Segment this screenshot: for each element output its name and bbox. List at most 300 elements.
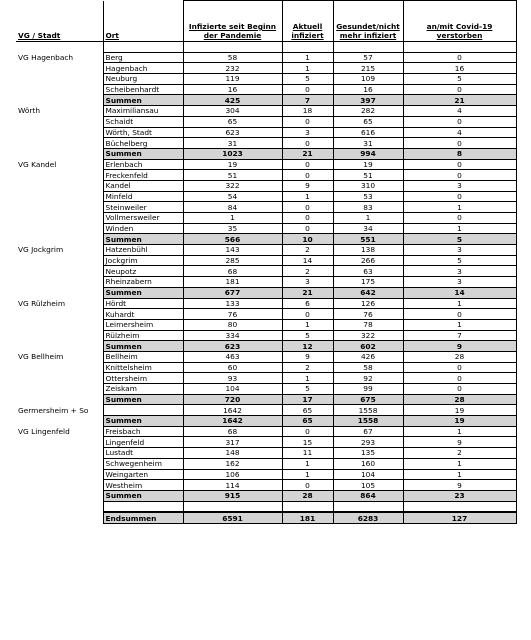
vg-cell: Germersheim + So bbox=[16, 405, 103, 416]
table-row bbox=[16, 84, 516, 95]
sum-label-cell: Summen bbox=[103, 490, 183, 501]
sum-active-cell: 10 bbox=[282, 234, 333, 245]
infected-cell: 133 bbox=[183, 298, 282, 309]
recovered-cell: 76 bbox=[333, 309, 403, 320]
sum-deaths-cell: 28 bbox=[403, 394, 516, 405]
table-row bbox=[16, 458, 516, 469]
ort-cell: Leimersheim bbox=[103, 319, 183, 330]
infected-cell: 84 bbox=[183, 202, 282, 213]
table-row bbox=[16, 437, 516, 448]
header-active: Aktuell infiziert bbox=[282, 1, 333, 42]
deaths-cell bbox=[403, 501, 516, 512]
deaths-cell: 9 bbox=[403, 480, 516, 491]
infected-cell: 1642 bbox=[183, 405, 282, 416]
sum-recovered-cell: 675 bbox=[333, 394, 403, 405]
ort-cell: Kandel bbox=[103, 180, 183, 191]
infected-cell: 19 bbox=[183, 159, 282, 170]
deaths-cell: 16 bbox=[403, 63, 516, 74]
sum-row bbox=[16, 148, 516, 159]
deaths-cell: 1 bbox=[403, 426, 516, 437]
deaths-cell: 1 bbox=[403, 469, 516, 480]
vg-cell bbox=[16, 148, 103, 159]
deaths-cell: 0 bbox=[403, 116, 516, 127]
table-row bbox=[16, 138, 516, 149]
sum-row bbox=[16, 234, 516, 245]
vg-cell bbox=[16, 170, 103, 181]
vg-cell: Wörth bbox=[16, 106, 103, 117]
sum-row bbox=[16, 287, 516, 298]
table-row bbox=[16, 298, 516, 309]
deaths-cell: 9 bbox=[403, 437, 516, 448]
recovered-cell: 57 bbox=[333, 52, 403, 63]
vg-cell bbox=[16, 63, 103, 74]
vg-cell bbox=[16, 437, 103, 448]
table-row bbox=[16, 351, 516, 362]
sum-infected-cell: 1642 bbox=[183, 416, 282, 427]
ort-cell: Bellheim bbox=[103, 351, 183, 362]
table-row bbox=[16, 127, 516, 138]
ort-cell: Büchelberg bbox=[103, 138, 183, 149]
vg-cell bbox=[16, 223, 103, 234]
table-row bbox=[16, 469, 516, 480]
active-cell: 2 bbox=[282, 266, 333, 277]
infected-cell: 143 bbox=[183, 245, 282, 256]
active-cell: 1 bbox=[282, 469, 333, 480]
deaths-cell: 0 bbox=[403, 159, 516, 170]
sum-infected-cell: 623 bbox=[183, 341, 282, 352]
vg-cell bbox=[16, 362, 103, 373]
header-recovered: Gesundet/nicht mehr infiziert bbox=[333, 1, 403, 42]
recovered-cell bbox=[333, 42, 403, 53]
sum-recovered-cell: 602 bbox=[333, 341, 403, 352]
recovered-cell: 1 bbox=[333, 213, 403, 224]
sum-recovered-cell: 864 bbox=[333, 490, 403, 501]
vg-cell bbox=[16, 84, 103, 95]
vg-cell bbox=[16, 384, 103, 395]
ort-cell: Hatzenbühl bbox=[103, 245, 183, 256]
infected-cell: 54 bbox=[183, 191, 282, 202]
table-row bbox=[16, 448, 516, 459]
table-row bbox=[16, 384, 516, 395]
active-cell: 9 bbox=[282, 351, 333, 362]
table-row bbox=[16, 245, 516, 256]
vg-cell bbox=[16, 330, 103, 341]
ort-cell bbox=[103, 42, 183, 53]
deaths-cell: 0 bbox=[403, 213, 516, 224]
vg-cell: VG Rülzheim bbox=[16, 298, 103, 309]
deaths-cell: 1 bbox=[403, 458, 516, 469]
sum-label-cell: Summen bbox=[103, 148, 183, 159]
infected-cell: 334 bbox=[183, 330, 282, 341]
infected-cell: 114 bbox=[183, 480, 282, 491]
active-cell: 6 bbox=[282, 298, 333, 309]
active-cell bbox=[282, 42, 333, 53]
recovered-cell: 160 bbox=[333, 458, 403, 469]
sum-deaths-cell: 8 bbox=[403, 148, 516, 159]
sum-row bbox=[16, 394, 516, 405]
sum-active-cell: 12 bbox=[282, 341, 333, 352]
sum-infected-cell: 720 bbox=[183, 394, 282, 405]
infected-cell: 68 bbox=[183, 426, 282, 437]
deaths-cell: 0 bbox=[403, 138, 516, 149]
vg-cell bbox=[16, 213, 103, 224]
vg-cell bbox=[16, 490, 103, 501]
recovered-cell: 51 bbox=[333, 170, 403, 181]
recovered-cell: 126 bbox=[333, 298, 403, 309]
infected-cell: 76 bbox=[183, 309, 282, 320]
recovered-cell: 215 bbox=[333, 63, 403, 74]
deaths-cell: 3 bbox=[403, 266, 516, 277]
final-infected-cell: 6591 bbox=[183, 512, 282, 523]
recovered-cell: 616 bbox=[333, 127, 403, 138]
vg-cell bbox=[16, 42, 103, 53]
vg-cell bbox=[16, 266, 103, 277]
vg-cell: VG Lingenfeld bbox=[16, 426, 103, 437]
final-active-cell: 181 bbox=[282, 512, 333, 523]
table-row bbox=[16, 170, 516, 181]
infected-cell: 181 bbox=[183, 277, 282, 288]
vg-cell bbox=[16, 416, 103, 427]
header-ort: Ort bbox=[103, 1, 183, 42]
active-cell: 5 bbox=[282, 74, 333, 85]
deaths-cell: 28 bbox=[403, 351, 516, 362]
ort-cell: Winden bbox=[103, 223, 183, 234]
deaths-cell: 5 bbox=[403, 74, 516, 85]
vg-cell bbox=[16, 319, 103, 330]
header-infected: Infizierte seit Beginn der Pandemie bbox=[183, 1, 282, 42]
vg-cell: VG Bellheim bbox=[16, 351, 103, 362]
table-row bbox=[16, 330, 516, 341]
sum-recovered-cell: 994 bbox=[333, 148, 403, 159]
recovered-cell: 92 bbox=[333, 373, 403, 384]
infected-cell: 232 bbox=[183, 63, 282, 74]
table-row bbox=[16, 373, 516, 384]
active-cell: 15 bbox=[282, 437, 333, 448]
table-row bbox=[16, 266, 516, 277]
deaths-cell: 4 bbox=[403, 106, 516, 117]
sum-label-cell: Summen bbox=[103, 95, 183, 106]
recovered-cell: 16 bbox=[333, 84, 403, 95]
table-row bbox=[16, 362, 516, 373]
recovered-cell: 67 bbox=[333, 426, 403, 437]
deaths-cell: 1 bbox=[403, 223, 516, 234]
sum-recovered-cell: 397 bbox=[333, 95, 403, 106]
sum-deaths-cell: 23 bbox=[403, 490, 516, 501]
table-row bbox=[16, 159, 516, 170]
vg-cell bbox=[16, 373, 103, 384]
vg-cell bbox=[16, 287, 103, 298]
table-row bbox=[16, 63, 516, 74]
sum-active-cell: 21 bbox=[282, 148, 333, 159]
recovered-cell: 109 bbox=[333, 74, 403, 85]
infected-cell: 304 bbox=[183, 106, 282, 117]
ort-cell: Scheibenhardt bbox=[103, 84, 183, 95]
table-row bbox=[16, 277, 516, 288]
deaths-cell: 0 bbox=[403, 362, 516, 373]
vg-cell bbox=[16, 138, 103, 149]
ort-cell: Neuburg bbox=[103, 74, 183, 85]
active-cell: 14 bbox=[282, 255, 333, 266]
recovered-cell: 310 bbox=[333, 180, 403, 191]
vg-cell bbox=[16, 127, 103, 138]
table-row bbox=[16, 213, 516, 224]
active-cell: 1 bbox=[282, 191, 333, 202]
vg-cell bbox=[16, 469, 103, 480]
table-body bbox=[16, 42, 516, 524]
sum-label-cell: Summen bbox=[103, 234, 183, 245]
deaths-cell: 7 bbox=[403, 330, 516, 341]
table-row bbox=[16, 180, 516, 191]
recovered-cell: 175 bbox=[333, 277, 403, 288]
sum-label-cell: Summen bbox=[103, 394, 183, 405]
header-row bbox=[16, 1, 516, 42]
deaths-cell: 2 bbox=[403, 448, 516, 459]
sum-deaths-cell: 5 bbox=[403, 234, 516, 245]
deaths-cell: 1 bbox=[403, 202, 516, 213]
ort-cell: Vollmersweiler bbox=[103, 213, 183, 224]
active-cell: 3 bbox=[282, 277, 333, 288]
sum-deaths-cell: 21 bbox=[403, 95, 516, 106]
ort-cell: Steinweiler bbox=[103, 202, 183, 213]
ort-cell bbox=[103, 405, 183, 416]
active-cell bbox=[282, 501, 333, 512]
vg-cell bbox=[16, 448, 103, 459]
deaths-cell bbox=[403, 42, 516, 53]
active-cell: 1 bbox=[282, 319, 333, 330]
infected-cell: 119 bbox=[183, 74, 282, 85]
sum-active-cell: 17 bbox=[282, 394, 333, 405]
active-cell: 0 bbox=[282, 309, 333, 320]
ort-cell: Minfeld bbox=[103, 191, 183, 202]
active-cell: 1 bbox=[282, 458, 333, 469]
active-cell: 0 bbox=[282, 213, 333, 224]
sum-infected-cell: 566 bbox=[183, 234, 282, 245]
vg-cell: VG Jockgrim bbox=[16, 245, 103, 256]
vg-cell: VG Kandel bbox=[16, 159, 103, 170]
infected-cell: 51 bbox=[183, 170, 282, 181]
ort-cell: Rülzheim bbox=[103, 330, 183, 341]
infected-cell: 106 bbox=[183, 469, 282, 480]
deaths-cell: 0 bbox=[403, 170, 516, 181]
table-row bbox=[16, 309, 516, 320]
covid-case-table-sheet bbox=[16, 0, 516, 524]
ort-cell: Rheinzabern bbox=[103, 277, 183, 288]
deaths-cell: 3 bbox=[403, 180, 516, 191]
vg-cell bbox=[16, 95, 103, 106]
active-cell: 5 bbox=[282, 384, 333, 395]
spacer-row bbox=[16, 501, 516, 512]
active-cell: 3 bbox=[282, 127, 333, 138]
active-cell: 0 bbox=[282, 223, 333, 234]
infected-cell: 104 bbox=[183, 384, 282, 395]
active-cell: 2 bbox=[282, 245, 333, 256]
infected-cell: 80 bbox=[183, 319, 282, 330]
deaths-cell: 3 bbox=[403, 277, 516, 288]
deaths-cell: 1 bbox=[403, 298, 516, 309]
infected-cell: 60 bbox=[183, 362, 282, 373]
active-cell: 9 bbox=[282, 180, 333, 191]
ort-cell: Knittelsheim bbox=[103, 362, 183, 373]
infected-cell: 16 bbox=[183, 84, 282, 95]
sum-row bbox=[16, 416, 516, 427]
active-cell: 65 bbox=[282, 405, 333, 416]
ort-cell: Lustadt bbox=[103, 448, 183, 459]
recovered-cell: 135 bbox=[333, 448, 403, 459]
vg-cell bbox=[16, 341, 103, 352]
infected-cell: 317 bbox=[183, 437, 282, 448]
sum-infected-cell: 915 bbox=[183, 490, 282, 501]
ort-cell: Schaidt bbox=[103, 116, 183, 127]
ort-cell: Schwegenheim bbox=[103, 458, 183, 469]
recovered-cell: 78 bbox=[333, 319, 403, 330]
infected-cell: 58 bbox=[183, 52, 282, 63]
active-cell: 0 bbox=[282, 138, 333, 149]
vg-cell bbox=[16, 255, 103, 266]
active-cell: 1 bbox=[282, 63, 333, 74]
vg-cell bbox=[16, 234, 103, 245]
active-cell: 0 bbox=[282, 84, 333, 95]
active-cell: 1 bbox=[282, 52, 333, 63]
table-row bbox=[16, 202, 516, 213]
ort-cell: Lingenfeld bbox=[103, 437, 183, 448]
recovered-cell: 322 bbox=[333, 330, 403, 341]
active-cell: 0 bbox=[282, 202, 333, 213]
recovered-cell: 31 bbox=[333, 138, 403, 149]
ort-cell: Ottersheim bbox=[103, 373, 183, 384]
vg-cell bbox=[16, 180, 103, 191]
active-cell: 5 bbox=[282, 330, 333, 341]
ort-cell: Westheim bbox=[103, 480, 183, 491]
recovered-cell: 63 bbox=[333, 266, 403, 277]
vg-cell: VG Hagenbach bbox=[16, 52, 103, 63]
sum-active-cell: 28 bbox=[282, 490, 333, 501]
final-deaths-cell: 127 bbox=[403, 512, 516, 523]
deaths-cell: 4 bbox=[403, 127, 516, 138]
recovered-cell: 282 bbox=[333, 106, 403, 117]
recovered-cell: 65 bbox=[333, 116, 403, 127]
final-recovered-cell: 6283 bbox=[333, 512, 403, 523]
vg-cell bbox=[16, 512, 103, 523]
header-deaths: an/mit Covid-19 verstorben bbox=[403, 1, 516, 42]
sum-recovered-cell: 551 bbox=[333, 234, 403, 245]
sum-label-cell: Summen bbox=[103, 287, 183, 298]
sum-infected-cell: 677 bbox=[183, 287, 282, 298]
vg-cell bbox=[16, 191, 103, 202]
recovered-cell: 1558 bbox=[333, 405, 403, 416]
sum-label-cell: Summen bbox=[103, 416, 183, 427]
table-row bbox=[16, 106, 516, 117]
table-row bbox=[16, 426, 516, 437]
sum-recovered-cell: 642 bbox=[333, 287, 403, 298]
deaths-cell: 3 bbox=[403, 245, 516, 256]
table-row bbox=[16, 116, 516, 127]
vg-cell bbox=[16, 202, 103, 213]
ort-cell: Wörth, Stadt bbox=[103, 127, 183, 138]
vg-cell bbox=[16, 74, 103, 85]
sum-row bbox=[16, 341, 516, 352]
ort-cell: Hördt bbox=[103, 298, 183, 309]
ort-cell: Neupotz bbox=[103, 266, 183, 277]
final-sum-row bbox=[16, 512, 516, 523]
recovered-cell: 293 bbox=[333, 437, 403, 448]
deaths-cell: 0 bbox=[403, 52, 516, 63]
sum-active-cell: 65 bbox=[282, 416, 333, 427]
deaths-cell: 0 bbox=[403, 191, 516, 202]
recovered-cell: 104 bbox=[333, 469, 403, 480]
active-cell: 0 bbox=[282, 426, 333, 437]
recovered-cell bbox=[333, 501, 403, 512]
recovered-cell: 99 bbox=[333, 384, 403, 395]
deaths-cell: 1 bbox=[403, 319, 516, 330]
covid-case-table bbox=[16, 0, 517, 524]
infected-cell: 463 bbox=[183, 351, 282, 362]
vg-cell bbox=[16, 480, 103, 491]
recovered-cell: 34 bbox=[333, 223, 403, 234]
table-row bbox=[16, 74, 516, 85]
ort-cell: Weingarten bbox=[103, 469, 183, 480]
infected-cell: 68 bbox=[183, 266, 282, 277]
infected-cell: 35 bbox=[183, 223, 282, 234]
vg-cell bbox=[16, 309, 103, 320]
ort-cell: Jockgrim bbox=[103, 255, 183, 266]
infected-cell: 162 bbox=[183, 458, 282, 469]
infected-cell: 65 bbox=[183, 116, 282, 127]
ort-cell: Freisbach bbox=[103, 426, 183, 437]
active-cell: 0 bbox=[282, 159, 333, 170]
sum-deaths-cell: 9 bbox=[403, 341, 516, 352]
infected-cell: 93 bbox=[183, 373, 282, 384]
recovered-cell: 83 bbox=[333, 202, 403, 213]
ort-cell: Kuhardt bbox=[103, 309, 183, 320]
table-row bbox=[16, 52, 516, 63]
recovered-cell: 58 bbox=[333, 362, 403, 373]
sum-deaths-cell: 14 bbox=[403, 287, 516, 298]
recovered-cell: 426 bbox=[333, 351, 403, 362]
infected-cell: 322 bbox=[183, 180, 282, 191]
sum-row bbox=[16, 490, 516, 501]
infected-cell bbox=[183, 42, 282, 53]
deaths-cell: 5 bbox=[403, 255, 516, 266]
ort-cell: Berg bbox=[103, 52, 183, 63]
deaths-cell: 0 bbox=[403, 309, 516, 320]
deaths-cell: 0 bbox=[403, 84, 516, 95]
sum-row bbox=[16, 95, 516, 106]
table-row bbox=[16, 319, 516, 330]
final-label-cell: Endsummen bbox=[103, 512, 183, 523]
infected-cell: 1 bbox=[183, 213, 282, 224]
ort-cell: Maximiliansau bbox=[103, 106, 183, 117]
sum-deaths-cell: 19 bbox=[403, 416, 516, 427]
recovered-cell: 19 bbox=[333, 159, 403, 170]
table-row bbox=[16, 255, 516, 266]
deaths-cell: 19 bbox=[403, 405, 516, 416]
infected-cell: 623 bbox=[183, 127, 282, 138]
spacer-row bbox=[16, 42, 516, 53]
deaths-cell: 0 bbox=[403, 384, 516, 395]
deaths-cell: 0 bbox=[403, 373, 516, 384]
active-cell: 0 bbox=[282, 170, 333, 181]
vg-cell bbox=[16, 458, 103, 469]
header-vg: VG / Stadt bbox=[16, 1, 103, 42]
vg-cell bbox=[16, 277, 103, 288]
active-cell: 11 bbox=[282, 448, 333, 459]
active-cell: 18 bbox=[282, 106, 333, 117]
infected-cell bbox=[183, 501, 282, 512]
recovered-cell: 105 bbox=[333, 480, 403, 491]
table-row bbox=[16, 191, 516, 202]
ort-cell: Erlenbach bbox=[103, 159, 183, 170]
sum-label-cell: Summen bbox=[103, 341, 183, 352]
